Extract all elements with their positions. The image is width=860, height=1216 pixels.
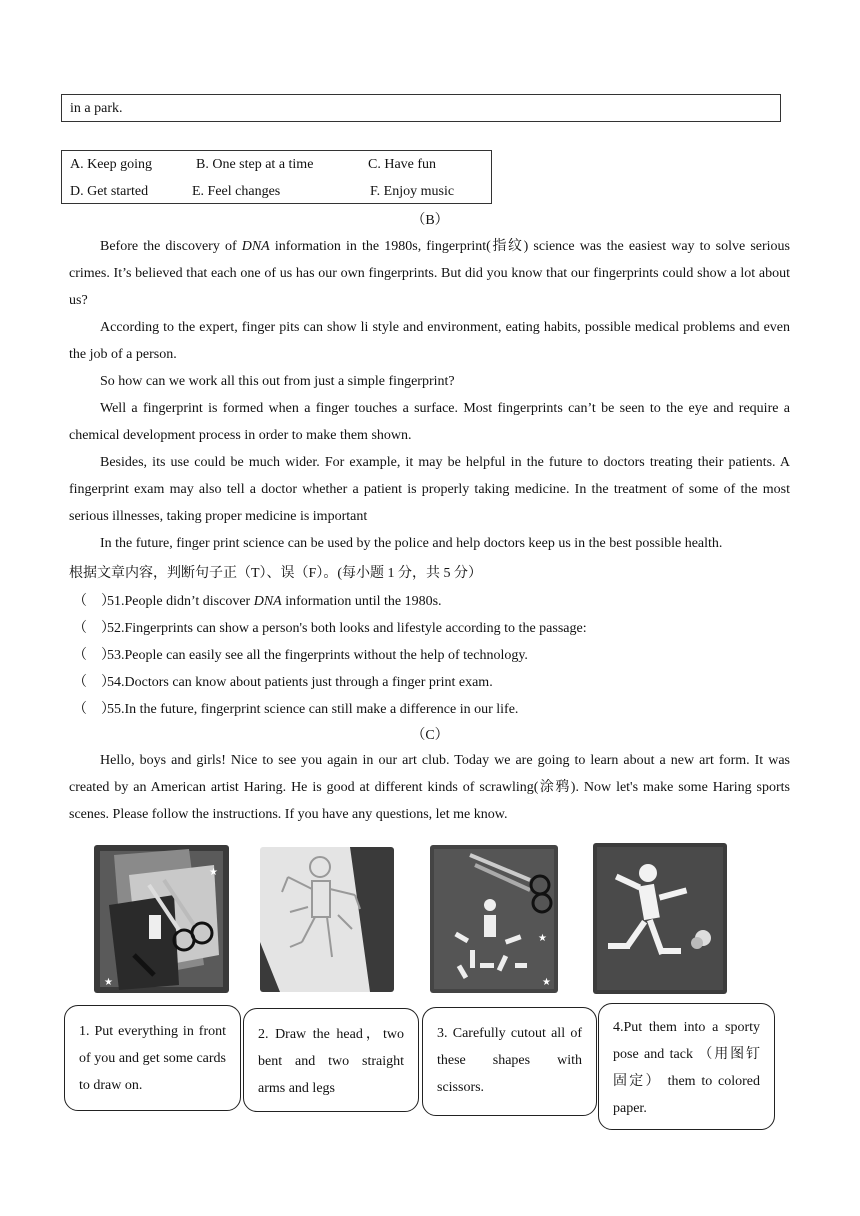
step-3-image [430, 845, 558, 993]
paragraph: So how can we work all this out from just a simple fingerprint? [100, 374, 455, 389]
question-text: 55.In the future, fingerprint science can still make a difference in our life. [107, 702, 519, 717]
question-52 [73, 617, 587, 637]
paragraph: Besides, its use could be much wider. For example, it may be helpful in the future to doctors treating their patients. A fingerprint exam may also tell a doctor whether a patient is properly taking medicine. In the treatment of some of the most serious illnesses, taking proper medicine is important [69, 455, 790, 524]
step-1-caption [64, 1005, 241, 1111]
dna-term: DNA [241, 239, 270, 254]
question-text: 53.People can easily see all the fingerprints without the help of technology. [107, 648, 528, 663]
text-span: information in the 1980s, fingerprint(指纹) science was the easiest way to solve serious crimes. It’s believed that each one of us has our own fingerprints. But did you know that our fingerprints could show a lot about us? [69, 239, 790, 308]
question-text: 54.Doctors can know about patients just through a finger print exam. [107, 675, 493, 690]
option-f: F. Enjoy music [370, 184, 455, 199]
question-54 [73, 671, 493, 691]
option-c: C. Have fun [368, 157, 437, 172]
caption-text: 4.Put them into a sporty pose and tack （用图钉固定） them to colored paper. [613, 1020, 760, 1116]
caption-text: 2. Draw the head，two bent and two straight arms and legs [258, 1027, 404, 1096]
question-51 [73, 590, 442, 610]
step-4-caption [598, 1003, 775, 1130]
svg-text:★: ★ [538, 933, 547, 944]
paragraph: According to the expert, finger pits can show li style and environment, eating habits, possible medical problems and even the job of a person. [69, 320, 790, 362]
paragraph: Well a fingerprint is formed when a finger touches a surface. Most fingerprints can’t be seen to the eye and require a chemical development process in order to make them shown. [69, 401, 790, 443]
text-span: Before the discovery of [100, 239, 242, 254]
svg-text:★: ★ [209, 867, 218, 878]
section-b-heading: （B） [411, 213, 449, 228]
step-4-image [593, 843, 727, 994]
answer-blank[interactable]: （ ） [73, 621, 115, 636]
option-b: B. One step at a time [196, 157, 314, 172]
paragraph [69, 233, 790, 314]
question-53 [73, 644, 528, 664]
paragraph: In the future, finger print science can be used by the police and help doctors keep us in the best possible health. [100, 536, 723, 551]
caption-text: 1. Put everything in front of you and get some cards to draw on. [79, 1024, 226, 1093]
answer-blank[interactable]: （ ） [73, 648, 115, 663]
section-c-heading: （C） [411, 728, 449, 743]
svg-text:★: ★ [104, 977, 113, 988]
question-text: 52.Fingerprints can show a person's both looks and lifestyle according to the passage: [107, 621, 587, 636]
option-d: D. Get started [70, 184, 149, 199]
option-a: A. Keep going [70, 157, 153, 172]
options-box [61, 150, 492, 204]
question-55 [73, 698, 518, 718]
step-3-caption [422, 1007, 597, 1116]
answer-blank[interactable]: （ ） [73, 675, 115, 690]
question-text: information until the 1980s. [281, 594, 442, 609]
step-2-image [260, 847, 394, 992]
section-c-passage [69, 747, 790, 828]
step-2-caption [243, 1008, 419, 1112]
answer-blank[interactable]: （ ） [73, 702, 115, 717]
paragraph: Hello, boys and girls! Nice to see you again in our art club. Today we are going to learn about a new art form. It was created by an American artist Haring. He is good at different kinds of scrawling(涂鸦). Now let's make some Haring sports scenes. Please follow the instructions. If you have any questions, let me know. [69, 753, 790, 822]
answer-box-text: in a park. [70, 101, 123, 116]
question-text: 51.People didn’t discover [107, 594, 254, 609]
step-1-image [94, 845, 229, 993]
answer-blank[interactable]: （ ） [73, 594, 115, 609]
instruction-text: 根据文章内容，判断句子正（T）、误（F）。(每小题 1 分，共 5 分） [69, 566, 482, 581]
caption-text: 3. Carefully cutout all of these shapes with scissors. [437, 1026, 582, 1095]
option-e: E. Feel changes [192, 184, 281, 199]
dna-term: DNA [253, 594, 282, 609]
svg-text:★: ★ [542, 977, 551, 988]
section-b-passage [69, 233, 790, 557]
answer-box-top [61, 94, 781, 122]
